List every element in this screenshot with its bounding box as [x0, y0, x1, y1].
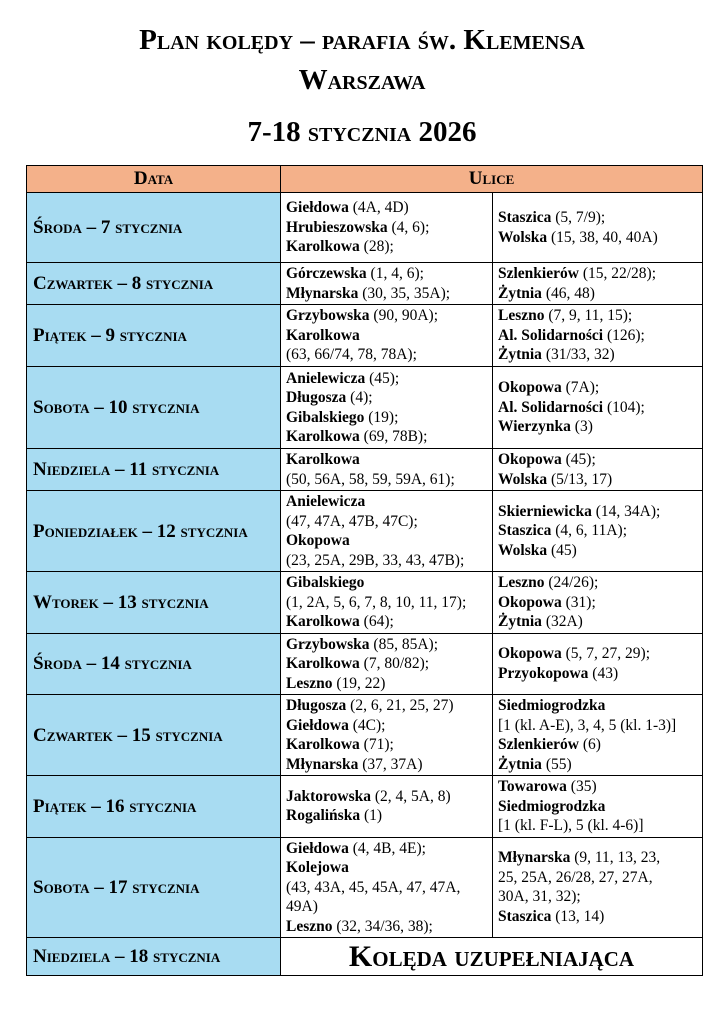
table-body — [27, 193, 703, 976]
house-numbers: (1) — [360, 807, 383, 825]
house-numbers: [1 (kl. A-E), 3, 4, 5 (kl. 1-3)] — [498, 716, 677, 734]
street-name: Karolkowa — [286, 428, 360, 445]
house-numbers: (4, 6); — [387, 218, 430, 236]
street-line — [286, 198, 487, 218]
house-numbers: (14, 34A); — [591, 502, 661, 520]
streets-right-cell — [493, 305, 703, 367]
street-line — [498, 735, 697, 755]
street-line — [498, 398, 697, 418]
house-numbers: (71); — [359, 736, 394, 753]
street-name: Młynarska — [498, 849, 571, 867]
street-line — [286, 492, 487, 512]
day-cell: Czwartek – 15 stycznia — [27, 695, 281, 776]
day-cell: Piątek – 16 stycznia — [27, 776, 281, 838]
supplementary-visit-cell: Kolęda uzupełniająca — [281, 938, 703, 976]
street-line — [286, 284, 487, 304]
house-numbers: (4); — [346, 389, 373, 406]
street-name: Karolkowa — [286, 736, 360, 753]
street-name: Młynarska — [286, 284, 359, 302]
streets-right-cell — [493, 193, 703, 263]
street-name: Leszno — [286, 674, 333, 692]
schedule-table — [26, 165, 703, 976]
house-numbers: (4A, 4D) — [348, 199, 409, 217]
street-line — [286, 787, 487, 807]
street-line — [286, 917, 487, 937]
day-cell: Środa – 14 stycznia — [27, 633, 281, 695]
street-name: Leszno — [498, 574, 545, 591]
house-numbers: (4, 4B, 4E); — [348, 839, 426, 857]
street-name: Żytnia — [498, 284, 542, 302]
day-cell: Sobota – 10 stycznia — [27, 367, 281, 449]
house-numbers: (46, 48) — [541, 284, 595, 302]
house-numbers: 49A) — [286, 898, 318, 915]
street-name: Karolkowa — [286, 613, 360, 630]
street-line — [286, 408, 487, 428]
house-numbers: (47, 47A, 47B, 47C); — [286, 512, 418, 530]
street-name: Giełdowa — [286, 199, 349, 217]
house-numbers: (24/26); — [544, 574, 599, 591]
house-numbers: (7A); — [561, 379, 600, 397]
house-numbers: (32, 34/36, 38); — [332, 917, 433, 935]
house-numbers: (63, 66/74, 78, 78A); — [286, 346, 417, 364]
street-line — [498, 797, 697, 817]
day-cell: Niedziela – 18 stycznia — [27, 938, 281, 976]
final-row — [27, 938, 703, 976]
street-name: Grzybowska — [286, 307, 370, 325]
house-numbers: (2, 6, 21, 25, 27) — [346, 697, 454, 714]
street-name: Żytnia — [498, 755, 542, 773]
house-numbers: (19, 22) — [332, 674, 386, 692]
table-row — [27, 305, 703, 367]
street-name: Okopowa — [498, 593, 562, 611]
street-name: Anielewicza — [286, 369, 366, 387]
street-line — [286, 306, 487, 326]
house-numbers: (31); — [561, 593, 596, 611]
streets-left-cell — [281, 491, 493, 572]
table-row — [27, 633, 703, 695]
street-name: Przyokopowa — [498, 664, 589, 682]
house-numbers: (5, 7/9); — [551, 209, 606, 226]
street-line — [286, 427, 487, 447]
street-name: Towarowa — [498, 778, 567, 795]
street-line — [286, 696, 487, 716]
street-line — [286, 735, 487, 755]
street-line — [498, 716, 697, 736]
day-cell: Niedziela – 11 stycznia — [27, 449, 281, 491]
street-line — [286, 806, 487, 826]
street-name: Szlenkierów — [498, 265, 579, 282]
street-line — [498, 664, 697, 684]
street-name: Staszica — [498, 209, 552, 226]
street-line — [498, 450, 697, 470]
street-name: Karolkowa — [286, 238, 360, 256]
house-numbers: (1, 2A, 5, 6, 7, 8, 10, 11, 17); — [286, 593, 467, 611]
house-numbers: (45); — [561, 451, 596, 468]
page-subtitle: 7-18 stycznia 2026 — [247, 116, 477, 148]
street-name: Młynarska — [286, 755, 359, 773]
street-line — [286, 470, 487, 490]
street-line — [498, 264, 697, 284]
street-name: Okopowa — [498, 379, 562, 397]
street-name: Giełdowa — [286, 839, 349, 857]
house-numbers: (4, 6, 11A); — [551, 522, 628, 540]
street-line — [286, 573, 487, 593]
house-numbers: (35) — [566, 778, 597, 795]
streets-left-cell — [281, 305, 493, 367]
street-name: Wolska — [498, 228, 548, 246]
street-line — [286, 674, 487, 694]
house-numbers: (43) — [588, 664, 619, 682]
street-line — [286, 450, 487, 470]
street-line — [498, 887, 697, 907]
street-line — [286, 839, 487, 859]
day-cell: Wtorek – 13 stycznia — [27, 572, 281, 634]
street-name: Rogalińska — [286, 807, 361, 825]
house-numbers: (69, 78B); — [359, 428, 428, 445]
house-numbers: (5, 7, 27, 29); — [561, 645, 651, 663]
street-line — [498, 848, 697, 868]
street-name: Gibalskiego — [286, 574, 365, 591]
streets-left-cell — [281, 263, 493, 305]
street-name: Żytnia — [498, 346, 542, 364]
house-numbers: (6) — [578, 736, 601, 753]
house-numbers: (64); — [359, 613, 394, 630]
day-cell: Środa – 7 stycznia — [27, 193, 281, 263]
street-line — [286, 858, 487, 878]
house-numbers: (45) — [547, 541, 577, 559]
street-name: Hrubieszowska — [286, 218, 388, 236]
table-row — [27, 572, 703, 634]
streets-right-cell — [493, 367, 703, 449]
street-name: Jaktorowska — [286, 787, 371, 805]
street-name: Żytnia — [498, 613, 542, 630]
streets-right-cell — [493, 449, 703, 491]
street-name: Gibalskiego — [286, 408, 365, 426]
table-row — [27, 776, 703, 838]
street-line — [286, 326, 487, 346]
street-line — [498, 470, 697, 490]
table-row — [27, 695, 703, 776]
streets-right-cell — [493, 491, 703, 572]
street-line — [498, 306, 697, 326]
house-numbers: (37, 37A) — [358, 755, 423, 773]
street-line — [498, 417, 697, 437]
house-numbers: (104); — [603, 398, 645, 416]
street-name: Okopowa — [498, 451, 562, 468]
street-name: Al. Solidarności — [498, 398, 604, 416]
streets-left-cell — [281, 572, 493, 634]
street-name: Szlenkierów — [498, 736, 579, 753]
street-name: Karolkowa — [286, 451, 360, 468]
day-cell: Czwartek – 8 stycznia — [27, 263, 281, 305]
street-line — [286, 531, 487, 551]
table-row — [27, 837, 703, 938]
house-numbers: 30A, 31, 32); — [498, 888, 581, 906]
street-name: Al. Solidarności — [498, 326, 604, 344]
table-row — [27, 491, 703, 572]
street-line — [498, 284, 697, 304]
house-numbers: (15, 22/28); — [578, 265, 656, 282]
street-name: Staszica — [498, 522, 552, 540]
house-numbers: (9, 11, 13, 23, — [570, 849, 661, 867]
street-line — [286, 897, 487, 917]
street-name: Grzybowska — [286, 635, 370, 653]
house-numbers: (23, 25A, 29B, 33, 43, 47B); — [286, 551, 465, 569]
street-name: Staszica — [498, 907, 552, 925]
street-line — [286, 635, 487, 655]
street-line — [286, 716, 487, 736]
street-line — [286, 388, 487, 408]
street-line — [286, 237, 487, 257]
house-numbers: 25, 25A, 26/28, 27, 27A, — [498, 868, 653, 886]
street-line — [498, 644, 697, 664]
table-row — [27, 263, 703, 305]
street-line — [286, 612, 487, 632]
streets-left-cell — [281, 695, 493, 776]
house-numbers: (55) — [541, 755, 572, 773]
title-line-1: Plan kolędy – parafia św. Klemensa — [139, 24, 585, 56]
header-streets: Ulice — [281, 166, 703, 193]
house-numbers: (30, 35, 35A); — [358, 284, 451, 302]
house-numbers: (85, 85A); — [369, 635, 438, 653]
streets-left-cell — [281, 449, 493, 491]
street-name: Wolska — [498, 541, 548, 559]
street-name: Giełdowa — [286, 716, 349, 734]
street-name: Anielewicza — [286, 493, 366, 510]
house-numbers: (32A) — [541, 613, 583, 630]
street-line — [498, 378, 697, 398]
street-line — [286, 264, 487, 284]
street-name: Leszno — [498, 307, 545, 325]
day-cell: Sobota – 17 stycznia — [27, 837, 281, 938]
street-line — [286, 878, 487, 898]
house-numbers: (2, 4, 5A, 8) — [370, 787, 451, 805]
street-name: Skierniewicka — [498, 502, 592, 520]
house-numbers: (126); — [603, 326, 645, 344]
streets-right-cell — [493, 633, 703, 695]
streets-left-cell — [281, 837, 493, 938]
streets-right-cell — [493, 837, 703, 938]
house-numbers: (4C); — [348, 716, 386, 734]
street-name: Górczewska — [286, 265, 367, 282]
streets-left-cell — [281, 633, 493, 695]
streets-left-cell — [281, 367, 493, 449]
street-line — [498, 907, 697, 927]
street-line — [286, 593, 487, 613]
streets-left-cell — [281, 193, 493, 263]
street-line — [498, 593, 697, 613]
street-line — [286, 755, 487, 775]
street-line — [498, 696, 697, 716]
street-line — [498, 521, 697, 541]
day-cell: Piątek – 9 stycznia — [27, 305, 281, 367]
street-line — [498, 326, 697, 346]
street-name: Długosza — [286, 697, 347, 714]
house-numbers: (5/13, 17) — [547, 470, 613, 488]
house-numbers: (13, 14) — [551, 907, 605, 925]
streets-right-cell — [493, 572, 703, 634]
street-line — [498, 502, 697, 522]
street-name: Karolkowa — [286, 326, 360, 344]
house-numbers: (1, 4, 6); — [366, 265, 424, 282]
street-name: Wolska — [498, 470, 548, 488]
streets-left-cell — [281, 776, 493, 838]
house-numbers: (7, 80/82); — [359, 655, 430, 672]
street-name: Karolkowa — [286, 655, 360, 672]
street-name: Siedmiogrodzka — [498, 797, 606, 815]
street-line — [286, 512, 487, 532]
house-numbers: [1 (kl. F-L), 5 (kl. 4-6)] — [498, 817, 644, 834]
street-line — [498, 208, 697, 228]
street-line — [498, 228, 697, 248]
street-name: Leszno — [286, 917, 333, 935]
house-numbers: (7, 9, 11, 15); — [544, 307, 633, 325]
title-line-2: Warszawa — [298, 64, 426, 96]
street-line — [286, 345, 487, 365]
house-numbers: (19); — [364, 408, 399, 426]
table-row — [27, 367, 703, 449]
street-line — [498, 612, 697, 632]
house-numbers: (45); — [365, 369, 400, 387]
street-line — [286, 369, 487, 389]
street-line — [498, 777, 697, 797]
streets-right-cell — [493, 263, 703, 305]
street-name: Okopowa — [498, 645, 562, 663]
house-numbers: (3) — [570, 418, 593, 436]
streets-right-cell — [493, 695, 703, 776]
street-line — [286, 218, 487, 238]
table-row — [27, 449, 703, 491]
house-numbers: (28); — [359, 238, 394, 256]
street-line — [498, 816, 697, 836]
house-numbers: (43, 43A, 45, 45A, 47, 47A, — [286, 878, 461, 896]
street-line — [498, 755, 697, 775]
house-numbers: (15, 38, 40, 40A) — [547, 228, 658, 246]
street-name: Kolejowa — [286, 859, 349, 876]
street-line — [498, 868, 697, 888]
street-name: Długosza — [286, 389, 347, 406]
table-row — [27, 193, 703, 263]
street-name: Wierzynka — [498, 418, 571, 436]
house-numbers: (31/33, 32) — [541, 346, 615, 364]
street-line — [498, 573, 697, 593]
street-line — [498, 345, 697, 365]
page-title — [0, 20, 724, 100]
street-line — [286, 654, 487, 674]
street-line — [498, 541, 697, 561]
day-cell: Poniedziałek – 12 stycznia — [27, 491, 281, 572]
street-line — [286, 551, 487, 571]
house-numbers: (50, 56A, 58, 59, 59A, 61); — [286, 470, 455, 488]
table-header-row — [27, 166, 703, 193]
street-name: Siedmiogrodzka — [498, 697, 606, 714]
house-numbers: (90, 90A); — [369, 307, 438, 325]
streets-right-cell — [493, 776, 703, 838]
header-date: Data — [27, 166, 281, 193]
street-name: Okopowa — [286, 532, 350, 549]
